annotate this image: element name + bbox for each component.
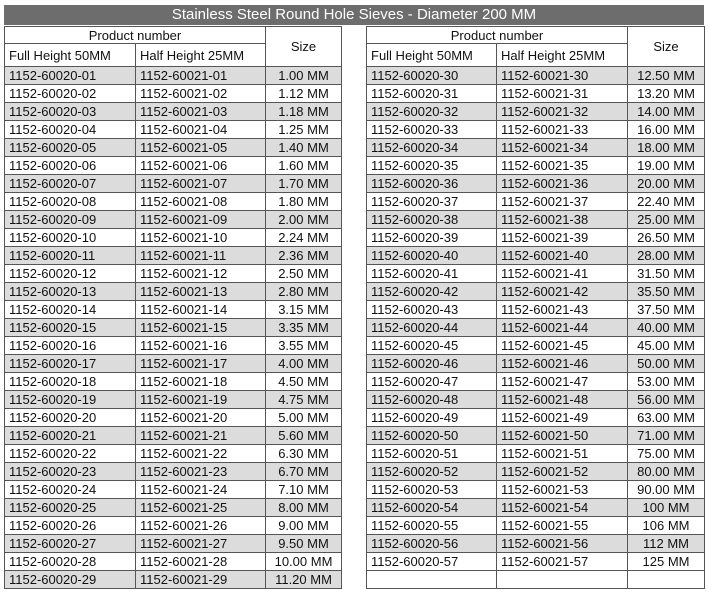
size-header: Size bbox=[266, 27, 342, 67]
full-height-cell: 1152-60020-27 bbox=[5, 535, 136, 553]
half-height-cell: 1152-60021-04 bbox=[136, 121, 266, 139]
full-height-cell: 1152-60020-47 bbox=[367, 373, 497, 391]
size-cell: 35.50 MM bbox=[628, 283, 705, 301]
table-row bbox=[367, 445, 705, 463]
full-height-cell: 1152-60020-13 bbox=[5, 283, 136, 301]
half-height-cell: 1152-60021-47 bbox=[497, 373, 628, 391]
size-cell: 4.75 MM bbox=[266, 391, 342, 409]
half-height-cell: 1152-60021-20 bbox=[136, 409, 266, 427]
half-height-cell: 1152-60021-31 bbox=[497, 85, 628, 103]
half-height-cell: 1152-60021-12 bbox=[136, 265, 266, 283]
table-row bbox=[5, 265, 342, 283]
table-row bbox=[5, 535, 342, 553]
half-height-cell: 1152-60021-14 bbox=[136, 301, 266, 319]
table-row bbox=[367, 535, 705, 553]
full-height-cell: 1152-60020-18 bbox=[5, 373, 136, 391]
table-row bbox=[5, 283, 342, 301]
size-cell: 3.35 MM bbox=[266, 319, 342, 337]
table-row bbox=[367, 265, 705, 283]
table-row bbox=[367, 67, 705, 85]
size-cell: 12.50 MM bbox=[628, 67, 705, 85]
table-row bbox=[5, 211, 342, 229]
size-cell: 112 MM bbox=[628, 535, 705, 553]
size-cell: 63.00 MM bbox=[628, 409, 705, 427]
half-height-cell: 1152-60021-22 bbox=[136, 445, 266, 463]
size-cell: 100 MM bbox=[628, 499, 705, 517]
full-height-cell: 1152-60020-48 bbox=[367, 391, 497, 409]
size-cell: 11.20 MM bbox=[266, 571, 342, 589]
half-height-cell: 1152-60021-45 bbox=[497, 337, 628, 355]
size-cell: 1.80 MM bbox=[266, 193, 342, 211]
full-height-cell: 1152-60020-26 bbox=[5, 517, 136, 535]
full-height-cell: 1152-60020-08 bbox=[5, 193, 136, 211]
half-height-cell: 1152-60021-09 bbox=[136, 211, 266, 229]
size-cell: 26.50 MM bbox=[628, 229, 705, 247]
full-height-cell: 1152-60020-03 bbox=[5, 103, 136, 121]
half-height-cell: 1152-60021-02 bbox=[136, 85, 266, 103]
table-row bbox=[367, 571, 705, 589]
half-height-cell: 1152-60021-56 bbox=[497, 535, 628, 553]
half-height-cell: 1152-60021-11 bbox=[136, 247, 266, 265]
full-height-cell: 1152-60020-14 bbox=[5, 301, 136, 319]
table-row bbox=[5, 355, 342, 373]
full-height-cell: 1152-60020-44 bbox=[367, 319, 497, 337]
size-cell: 4.00 MM bbox=[266, 355, 342, 373]
size-cell: 2.00 MM bbox=[266, 211, 342, 229]
table-row bbox=[367, 229, 705, 247]
size-cell: 40.00 MM bbox=[628, 319, 705, 337]
size-cell: 2.24 MM bbox=[266, 229, 342, 247]
size-cell: 14.00 MM bbox=[628, 103, 705, 121]
table-row bbox=[5, 85, 342, 103]
half-height-cell: 1152-60021-55 bbox=[497, 517, 628, 535]
table-row bbox=[367, 139, 705, 157]
table-row bbox=[5, 553, 342, 571]
size-cell: 2.36 MM bbox=[266, 247, 342, 265]
table-row bbox=[5, 481, 342, 499]
full-height-cell: 1152-60020-29 bbox=[5, 571, 136, 589]
half-height-cell: 1152-60021-46 bbox=[497, 355, 628, 373]
sieve-table-left bbox=[4, 26, 342, 589]
sieve-table-right bbox=[366, 26, 705, 589]
table-row bbox=[5, 247, 342, 265]
table-row bbox=[5, 67, 342, 85]
size-cell: 8.00 MM bbox=[266, 499, 342, 517]
table-row bbox=[367, 463, 705, 481]
table-row bbox=[5, 409, 342, 427]
full-height-cell: 1152-60020-52 bbox=[367, 463, 497, 481]
half-height-header: Half Height 25MM bbox=[136, 44, 266, 67]
table-row bbox=[367, 481, 705, 499]
full-height-cell bbox=[367, 571, 497, 589]
half-height-cell: 1152-60021-24 bbox=[136, 481, 266, 499]
half-height-header: Half Height 25MM bbox=[497, 44, 628, 67]
table-row bbox=[367, 319, 705, 337]
full-height-cell: 1152-60020-17 bbox=[5, 355, 136, 373]
table-row bbox=[5, 391, 342, 409]
size-cell: 22.40 MM bbox=[628, 193, 705, 211]
size-cell: 37.50 MM bbox=[628, 301, 705, 319]
size-cell: 10.00 MM bbox=[266, 553, 342, 571]
half-height-cell: 1152-60021-23 bbox=[136, 463, 266, 481]
size-cell: 56.00 MM bbox=[628, 391, 705, 409]
full-height-cell: 1152-60020-22 bbox=[5, 445, 136, 463]
half-height-cell: 1152-60021-30 bbox=[497, 67, 628, 85]
size-cell: 28.00 MM bbox=[628, 247, 705, 265]
half-height-cell: 1152-60021-01 bbox=[136, 67, 266, 85]
table-row bbox=[367, 247, 705, 265]
table-row bbox=[367, 301, 705, 319]
half-height-cell: 1152-60021-37 bbox=[497, 193, 628, 211]
size-cell: 13.20 MM bbox=[628, 85, 705, 103]
half-height-cell: 1152-60021-25 bbox=[136, 499, 266, 517]
full-height-cell: 1152-60020-06 bbox=[5, 157, 136, 175]
full-height-cell: 1152-60020-31 bbox=[367, 85, 497, 103]
table-row bbox=[5, 139, 342, 157]
half-height-cell: 1152-60021-18 bbox=[136, 373, 266, 391]
size-cell: 1.70 MM bbox=[266, 175, 342, 193]
half-height-cell: 1152-60021-08 bbox=[136, 193, 266, 211]
full-height-cell: 1152-60020-35 bbox=[367, 157, 497, 175]
size-cell: 2.50 MM bbox=[266, 265, 342, 283]
table-row bbox=[367, 409, 705, 427]
size-cell: 80.00 MM bbox=[628, 463, 705, 481]
half-height-cell: 1152-60021-10 bbox=[136, 229, 266, 247]
full-height-cell: 1152-60020-01 bbox=[5, 67, 136, 85]
full-height-cell: 1152-60020-51 bbox=[367, 445, 497, 463]
full-height-cell: 1152-60020-25 bbox=[5, 499, 136, 517]
table-row bbox=[367, 355, 705, 373]
full-height-cell: 1152-60020-07 bbox=[5, 175, 136, 193]
size-header: Size bbox=[628, 27, 705, 67]
size-cell: 5.60 MM bbox=[266, 427, 342, 445]
size-cell: 3.15 MM bbox=[266, 301, 342, 319]
size-cell bbox=[628, 571, 705, 589]
size-cell: 4.50 MM bbox=[266, 373, 342, 391]
full-height-cell: 1152-60020-32 bbox=[367, 103, 497, 121]
full-height-cell: 1152-60020-30 bbox=[367, 67, 497, 85]
half-height-cell: 1152-60021-52 bbox=[497, 463, 628, 481]
half-height-cell: 1152-60021-13 bbox=[136, 283, 266, 301]
half-height-cell: 1152-60021-36 bbox=[497, 175, 628, 193]
half-height-cell: 1152-60021-07 bbox=[136, 175, 266, 193]
table-row bbox=[367, 553, 705, 571]
full-height-cell: 1152-60020-57 bbox=[367, 553, 497, 571]
table-row bbox=[5, 571, 342, 589]
full-height-cell: 1152-60020-55 bbox=[367, 517, 497, 535]
table-row bbox=[367, 211, 705, 229]
table-row bbox=[5, 499, 342, 517]
size-cell: 20.00 MM bbox=[628, 175, 705, 193]
full-height-cell: 1152-60020-10 bbox=[5, 229, 136, 247]
full-height-header: Full Height 50MM bbox=[367, 44, 497, 67]
half-height-cell: 1152-60021-17 bbox=[136, 355, 266, 373]
table-row bbox=[5, 301, 342, 319]
table-row bbox=[367, 517, 705, 535]
size-cell: 31.50 MM bbox=[628, 265, 705, 283]
size-cell: 9.50 MM bbox=[266, 535, 342, 553]
table-row bbox=[5, 175, 342, 193]
half-height-cell: 1152-60021-38 bbox=[497, 211, 628, 229]
half-height-cell: 1152-60021-19 bbox=[136, 391, 266, 409]
half-height-cell: 1152-60021-44 bbox=[497, 319, 628, 337]
full-height-cell: 1152-60020-42 bbox=[367, 283, 497, 301]
table-row bbox=[367, 175, 705, 193]
full-height-cell: 1152-60020-15 bbox=[5, 319, 136, 337]
size-cell: 1.60 MM bbox=[266, 157, 342, 175]
table-row bbox=[5, 427, 342, 445]
table-row bbox=[5, 337, 342, 355]
half-height-cell: 1152-60021-54 bbox=[497, 499, 628, 517]
table-row bbox=[367, 373, 705, 391]
table-row bbox=[367, 499, 705, 517]
half-height-cell: 1152-60021-15 bbox=[136, 319, 266, 337]
table-row bbox=[5, 373, 342, 391]
size-cell: 16.00 MM bbox=[628, 121, 705, 139]
half-height-cell: 1152-60021-51 bbox=[497, 445, 628, 463]
table-row bbox=[367, 193, 705, 211]
product-number-header: Product number bbox=[5, 27, 266, 44]
full-height-cell: 1152-60020-49 bbox=[367, 409, 497, 427]
half-height-cell: 1152-60021-33 bbox=[497, 121, 628, 139]
size-cell: 2.80 MM bbox=[266, 283, 342, 301]
full-height-cell: 1152-60020-43 bbox=[367, 301, 497, 319]
full-height-cell: 1152-60020-34 bbox=[367, 139, 497, 157]
table-row bbox=[367, 391, 705, 409]
full-height-cell: 1152-60020-40 bbox=[367, 247, 497, 265]
half-height-cell: 1152-60021-34 bbox=[497, 139, 628, 157]
half-height-cell: 1152-60021-21 bbox=[136, 427, 266, 445]
full-height-cell: 1152-60020-45 bbox=[367, 337, 497, 355]
table-row bbox=[5, 319, 342, 337]
half-height-cell: 1152-60021-49 bbox=[497, 409, 628, 427]
size-cell: 106 MM bbox=[628, 517, 705, 535]
full-height-cell: 1152-60020-41 bbox=[367, 265, 497, 283]
table-row bbox=[367, 337, 705, 355]
full-height-cell: 1152-60020-20 bbox=[5, 409, 136, 427]
size-cell: 50.00 MM bbox=[628, 355, 705, 373]
size-cell: 7.10 MM bbox=[266, 481, 342, 499]
half-height-cell: 1152-60021-29 bbox=[136, 571, 266, 589]
full-height-cell: 1152-60020-33 bbox=[367, 121, 497, 139]
full-height-cell: 1152-60020-04 bbox=[5, 121, 136, 139]
size-cell: 6.70 MM bbox=[266, 463, 342, 481]
full-height-cell: 1152-60020-24 bbox=[5, 481, 136, 499]
full-height-cell: 1152-60020-37 bbox=[367, 193, 497, 211]
full-height-cell: 1152-60020-54 bbox=[367, 499, 497, 517]
size-cell: 19.00 MM bbox=[628, 157, 705, 175]
full-height-cell: 1152-60020-50 bbox=[367, 427, 497, 445]
table-row bbox=[5, 517, 342, 535]
full-height-cell: 1152-60020-23 bbox=[5, 463, 136, 481]
half-height-cell: 1152-60021-26 bbox=[136, 517, 266, 535]
full-height-cell: 1152-60020-46 bbox=[367, 355, 497, 373]
table-row bbox=[5, 193, 342, 211]
half-height-cell bbox=[497, 571, 628, 589]
half-height-cell: 1152-60021-57 bbox=[497, 553, 628, 571]
half-height-cell: 1152-60021-39 bbox=[497, 229, 628, 247]
product-number-header: Product number bbox=[367, 27, 628, 44]
half-height-cell: 1152-60021-05 bbox=[136, 139, 266, 157]
size-cell: 1.00 MM bbox=[266, 67, 342, 85]
half-height-cell: 1152-60021-41 bbox=[497, 265, 628, 283]
size-cell: 1.18 MM bbox=[266, 103, 342, 121]
full-height-cell: 1152-60020-56 bbox=[367, 535, 497, 553]
full-height-cell: 1152-60020-39 bbox=[367, 229, 497, 247]
full-height-cell: 1152-60020-16 bbox=[5, 337, 136, 355]
size-cell: 6.30 MM bbox=[266, 445, 342, 463]
full-height-cell: 1152-60020-38 bbox=[367, 211, 497, 229]
full-height-cell: 1152-60020-19 bbox=[5, 391, 136, 409]
full-height-cell: 1152-60020-36 bbox=[367, 175, 497, 193]
half-height-cell: 1152-60021-43 bbox=[497, 301, 628, 319]
size-cell: 9.00 MM bbox=[266, 517, 342, 535]
table-row bbox=[5, 445, 342, 463]
size-cell: 3.55 MM bbox=[266, 337, 342, 355]
table-row bbox=[367, 121, 705, 139]
size-cell: 1.40 MM bbox=[266, 139, 342, 157]
half-height-cell: 1152-60021-27 bbox=[136, 535, 266, 553]
size-cell: 71.00 MM bbox=[628, 427, 705, 445]
half-height-cell: 1152-60021-48 bbox=[497, 391, 628, 409]
table-row bbox=[5, 463, 342, 481]
half-height-cell: 1152-60021-03 bbox=[136, 103, 266, 121]
half-height-cell: 1152-60021-16 bbox=[136, 337, 266, 355]
full-height-cell: 1152-60020-28 bbox=[5, 553, 136, 571]
half-height-cell: 1152-60021-40 bbox=[497, 247, 628, 265]
half-height-cell: 1152-60021-42 bbox=[497, 283, 628, 301]
table-row bbox=[5, 229, 342, 247]
size-cell: 45.00 MM bbox=[628, 337, 705, 355]
full-height-cell: 1152-60020-05 bbox=[5, 139, 136, 157]
table-row bbox=[5, 157, 342, 175]
full-height-cell: 1152-60020-12 bbox=[5, 265, 136, 283]
half-height-cell: 1152-60021-35 bbox=[497, 157, 628, 175]
half-height-cell: 1152-60021-06 bbox=[136, 157, 266, 175]
half-height-cell: 1152-60021-50 bbox=[497, 427, 628, 445]
size-cell: 25.00 MM bbox=[628, 211, 705, 229]
table-row bbox=[5, 103, 342, 121]
size-cell: 75.00 MM bbox=[628, 445, 705, 463]
full-height-cell: 1152-60020-21 bbox=[5, 427, 136, 445]
half-height-cell: 1152-60021-32 bbox=[497, 103, 628, 121]
size-cell: 53.00 MM bbox=[628, 373, 705, 391]
table-row bbox=[367, 427, 705, 445]
full-height-header: Full Height 50MM bbox=[5, 44, 136, 67]
half-height-cell: 1152-60021-28 bbox=[136, 553, 266, 571]
size-cell: 1.12 MM bbox=[266, 85, 342, 103]
size-cell: 125 MM bbox=[628, 553, 705, 571]
table-row bbox=[367, 103, 705, 121]
size-cell: 1.25 MM bbox=[266, 121, 342, 139]
table-row bbox=[367, 157, 705, 175]
page-title: Stainless Steel Round Hole Sieves - Diameter 200 MM bbox=[4, 5, 704, 25]
table-row bbox=[367, 283, 705, 301]
full-height-cell: 1152-60020-02 bbox=[5, 85, 136, 103]
size-cell: 5.00 MM bbox=[266, 409, 342, 427]
full-height-cell: 1152-60020-09 bbox=[5, 211, 136, 229]
full-height-cell: 1152-60020-11 bbox=[5, 247, 136, 265]
half-height-cell: 1152-60021-53 bbox=[497, 481, 628, 499]
full-height-cell: 1152-60020-53 bbox=[367, 481, 497, 499]
size-cell: 18.00 MM bbox=[628, 139, 705, 157]
size-cell: 90.00 MM bbox=[628, 481, 705, 499]
table-row bbox=[5, 121, 342, 139]
table-row bbox=[367, 85, 705, 103]
